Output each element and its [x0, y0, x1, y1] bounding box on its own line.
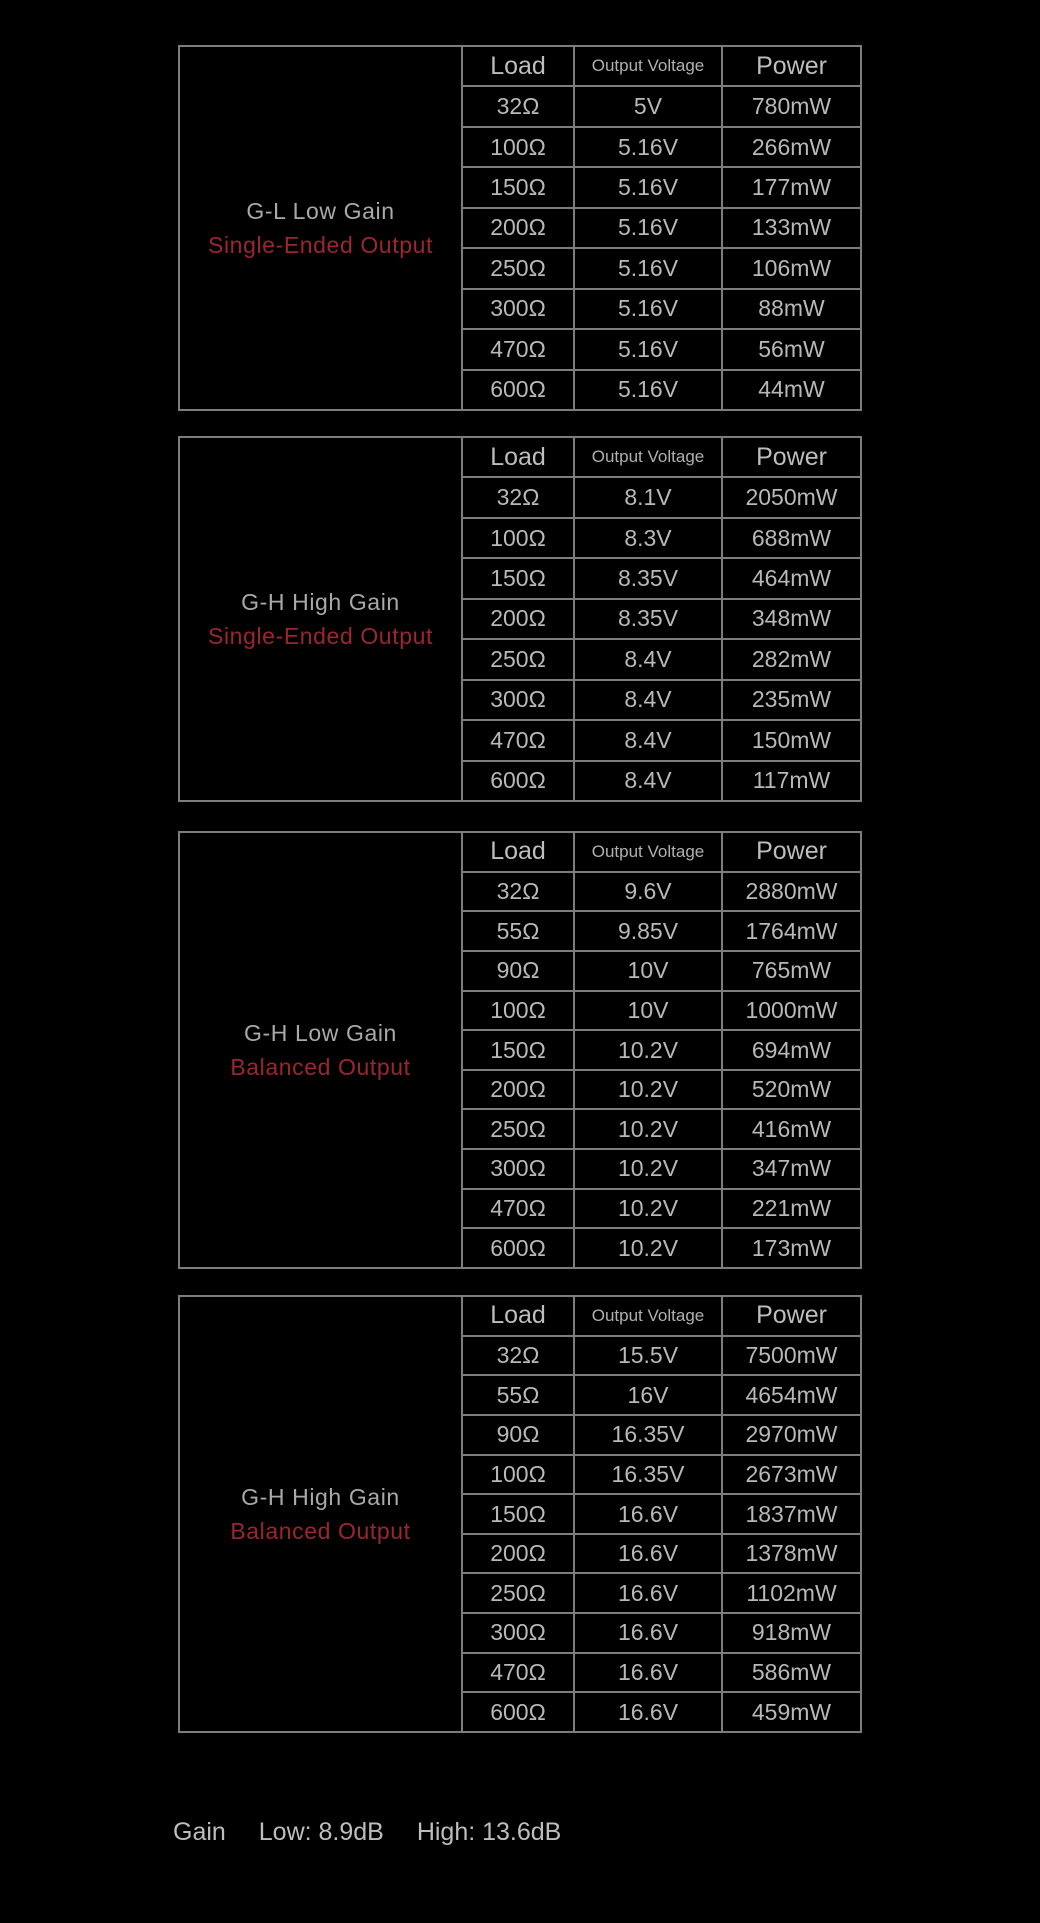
power-cell: 117mW — [752, 767, 831, 794]
load-cell: 470Ω — [463, 1190, 575, 1228]
power-cell: 459mW — [751, 1698, 832, 1725]
power-cell: 1378mW — [745, 1540, 838, 1567]
power-cell: 282mW — [751, 645, 832, 672]
gain-mode-label: G-H Low Gain — [244, 1020, 397, 1046]
power-cell: 235mW — [751, 686, 832, 713]
table-row — [463, 288, 860, 328]
load-cell: 90Ω — [463, 1416, 575, 1454]
table-row — [463, 247, 860, 287]
table-row — [463, 1148, 860, 1188]
spec-grid — [463, 438, 860, 800]
gain-summary — [173, 1818, 587, 1847]
load-cell: 55Ω — [463, 912, 575, 950]
power-cell: 2880mW — [745, 877, 838, 904]
load-cell: 32Ω — [463, 873, 575, 911]
power-cell: 1837mW — [745, 1500, 838, 1527]
table-row — [463, 1414, 860, 1454]
load-cell: 32Ω — [463, 87, 575, 125]
load-cell: 250Ω — [463, 640, 575, 678]
output-voltage-cell: 9.85V — [575, 912, 723, 950]
power-cell: 347mW — [751, 1155, 832, 1182]
load-cell: 300Ω — [463, 290, 575, 328]
table-row — [463, 1188, 860, 1228]
table-row — [463, 557, 860, 597]
output-voltage-cell: 16.35V — [575, 1416, 723, 1454]
table-row — [463, 1029, 860, 1069]
power-header: Power — [756, 51, 827, 80]
output-voltage-header: Output Voltage — [575, 1297, 723, 1335]
output-voltage-cell: 9.6V — [575, 873, 723, 911]
table-row — [463, 719, 860, 759]
power-cell: 694mW — [751, 1036, 832, 1063]
table-row — [463, 85, 860, 125]
table-row — [463, 1691, 860, 1731]
output-voltage-cell: 16.35V — [575, 1456, 723, 1494]
load-cell: 300Ω — [463, 1614, 575, 1652]
header-row — [463, 438, 860, 476]
power-cell: 688mW — [751, 524, 832, 551]
output-voltage-cell: 5V — [575, 87, 723, 125]
table-row — [463, 1227, 860, 1267]
load-header: Load — [463, 1297, 575, 1335]
table-row — [463, 1454, 860, 1494]
output-voltage-cell: 8.35V — [575, 600, 723, 638]
table-row — [463, 369, 860, 409]
power-cell: 2673mW — [745, 1460, 838, 1487]
load-cell: 100Ω — [463, 519, 575, 557]
output-voltage-cell: 10.2V — [575, 1110, 723, 1148]
load-cell: 100Ω — [463, 128, 575, 166]
load-header: Load — [463, 47, 575, 85]
load-cell: 600Ω — [463, 371, 575, 409]
load-cell: 200Ω — [463, 1071, 575, 1109]
power-cell: 586mW — [751, 1659, 832, 1686]
load-cell: 100Ω — [463, 1456, 575, 1494]
gain-summary-label: Gain — [173, 1818, 226, 1846]
output-voltage-cell: 5.16V — [575, 290, 723, 328]
output-voltage-cell: 10.2V — [575, 1071, 723, 1109]
table-row — [463, 990, 860, 1030]
spec-table-gh-low-balanced — [178, 831, 862, 1269]
load-header: Load — [463, 438, 575, 476]
power-cell: 173mW — [751, 1234, 832, 1261]
output-type-label: Balanced Output — [230, 1054, 411, 1080]
spec-table-gl-low-single — [178, 45, 862, 411]
spec-grid — [463, 1297, 860, 1731]
load-cell: 150Ω — [463, 1495, 575, 1533]
output-voltage-cell: 5.16V — [575, 128, 723, 166]
output-voltage-cell: 8.3V — [575, 519, 723, 557]
header-row — [463, 833, 860, 871]
mode-cell — [180, 1297, 463, 1731]
mode-cell — [180, 438, 463, 800]
output-voltage-cell: 8.1V — [575, 478, 723, 516]
output-voltage-cell: 15.5V — [575, 1337, 723, 1375]
load-cell: 150Ω — [463, 168, 575, 206]
load-cell: 55Ω — [463, 1376, 575, 1414]
table-row — [463, 126, 860, 166]
power-cell: 4654mW — [745, 1381, 838, 1408]
load-cell: 600Ω — [463, 762, 575, 800]
power-cell: 133mW — [751, 214, 832, 241]
table-row — [463, 679, 860, 719]
output-voltage-cell: 16.6V — [575, 1495, 723, 1533]
power-cell: 918mW — [751, 1619, 832, 1646]
power-cell: 348mW — [751, 605, 832, 632]
spec-grid — [463, 833, 860, 1267]
power-cell: 1000mW — [745, 996, 838, 1023]
output-voltage-header: Output Voltage — [575, 47, 723, 85]
load-cell: 300Ω — [463, 681, 575, 719]
power-cell: 780mW — [751, 93, 832, 120]
load-cell: 200Ω — [463, 209, 575, 247]
output-voltage-cell: 10.2V — [575, 1031, 723, 1069]
output-voltage-cell: 5.16V — [575, 249, 723, 287]
table-row — [463, 476, 860, 516]
power-cell: 1764mW — [745, 917, 838, 944]
power-cell: 150mW — [751, 726, 832, 753]
table-row — [463, 1612, 860, 1652]
power-cell: 44mW — [758, 376, 825, 403]
load-cell: 150Ω — [463, 1031, 575, 1069]
load-cell: 600Ω — [463, 1693, 575, 1731]
load-cell: 200Ω — [463, 1535, 575, 1573]
output-voltage-cell: 10.2V — [575, 1229, 723, 1267]
table-row — [463, 910, 860, 950]
load-cell: 32Ω — [463, 1337, 575, 1375]
table-row — [463, 1533, 860, 1573]
gain-mode-label: G-H High Gain — [241, 589, 400, 615]
power-cell: 106mW — [751, 254, 832, 281]
load-cell: 90Ω — [463, 952, 575, 990]
output-voltage-cell: 16.6V — [575, 1535, 723, 1573]
output-voltage-cell: 8.4V — [575, 681, 723, 719]
load-header: Load — [463, 833, 575, 871]
table-row — [463, 1572, 860, 1612]
load-cell: 250Ω — [463, 1574, 575, 1612]
table-row — [463, 598, 860, 638]
output-voltage-cell: 10.2V — [575, 1150, 723, 1188]
table-row — [463, 1108, 860, 1148]
table-row — [463, 207, 860, 247]
load-cell: 300Ω — [463, 1150, 575, 1188]
power-cell: 266mW — [751, 133, 832, 160]
table-row — [463, 1652, 860, 1692]
gain-mode-label: G-L Low Gain — [246, 198, 395, 224]
table-row — [463, 1335, 860, 1375]
output-voltage-cell: 5.16V — [575, 371, 723, 409]
power-cell: 1102mW — [746, 1579, 837, 1606]
output-voltage-cell: 8.4V — [575, 762, 723, 800]
output-voltage-cell: 16.6V — [575, 1574, 723, 1612]
header-row — [463, 47, 860, 85]
power-cell: 88mW — [758, 295, 825, 322]
table-row — [463, 517, 860, 557]
gain-mode-label: G-H High Gain — [241, 1484, 400, 1510]
power-cell: 56mW — [758, 335, 825, 362]
table-row — [463, 1493, 860, 1533]
load-cell: 600Ω — [463, 1229, 575, 1267]
power-cell: 7500mW — [745, 1341, 838, 1368]
power-cell: 2970mW — [745, 1421, 838, 1448]
gain-low-value: Low: 8.9dB — [258, 1818, 384, 1846]
output-voltage-cell: 5.16V — [575, 168, 723, 206]
power-cell: 464mW — [751, 565, 832, 592]
table-row — [463, 1374, 860, 1414]
output-voltage-header: Output Voltage — [575, 833, 723, 871]
load-cell: 100Ω — [463, 992, 575, 1030]
power-cell: 520mW — [751, 1076, 832, 1103]
output-voltage-cell: 10V — [575, 952, 723, 990]
output-voltage-cell: 8.35V — [575, 559, 723, 597]
power-cell: 416mW — [751, 1115, 832, 1142]
load-cell: 150Ω — [463, 559, 575, 597]
output-voltage-cell: 8.4V — [575, 721, 723, 759]
power-header: Power — [756, 837, 827, 866]
load-cell: 250Ω — [463, 249, 575, 287]
power-header: Power — [756, 442, 827, 471]
header-row — [463, 1297, 860, 1335]
power-header: Power — [756, 1301, 827, 1330]
load-cell: 32Ω — [463, 478, 575, 516]
power-cell: 2050mW — [745, 484, 838, 511]
power-cell: 765mW — [751, 957, 832, 984]
table-row — [463, 638, 860, 678]
output-type-label: Single-Ended Output — [208, 232, 433, 258]
load-cell: 470Ω — [463, 1654, 575, 1692]
output-type-label: Balanced Output — [230, 1518, 411, 1544]
spec-grid — [463, 47, 860, 409]
output-voltage-cell: 16V — [575, 1376, 723, 1414]
table-row — [463, 328, 860, 368]
power-cell: 177mW — [751, 174, 832, 201]
gain-high-value: High: 13.6dB — [416, 1818, 562, 1846]
output-voltage-cell: 16.6V — [575, 1614, 723, 1652]
output-voltage-cell: 8.4V — [575, 640, 723, 678]
table-row — [463, 760, 860, 800]
load-cell: 470Ω — [463, 330, 575, 368]
table-row — [463, 166, 860, 206]
table-row — [463, 1069, 860, 1109]
output-voltage-header: Output Voltage — [575, 438, 723, 476]
spec-table-gh-high-single — [178, 436, 862, 802]
load-cell: 470Ω — [463, 721, 575, 759]
output-voltage-cell: 5.16V — [575, 330, 723, 368]
load-cell: 200Ω — [463, 600, 575, 638]
spec-table-gh-high-balanced — [178, 1295, 862, 1733]
output-voltage-cell: 10.2V — [575, 1190, 723, 1228]
mode-cell — [180, 833, 463, 1267]
table-row — [463, 950, 860, 990]
power-cell: 221mW — [751, 1195, 832, 1222]
output-voltage-cell: 5.16V — [575, 209, 723, 247]
load-cell: 250Ω — [463, 1110, 575, 1148]
output-voltage-cell: 16.6V — [575, 1654, 723, 1692]
output-voltage-cell: 10V — [575, 992, 723, 1030]
output-voltage-cell: 16.6V — [575, 1693, 723, 1731]
mode-cell — [180, 47, 463, 409]
table-row — [463, 871, 860, 911]
output-type-label: Single-Ended Output — [208, 623, 433, 649]
